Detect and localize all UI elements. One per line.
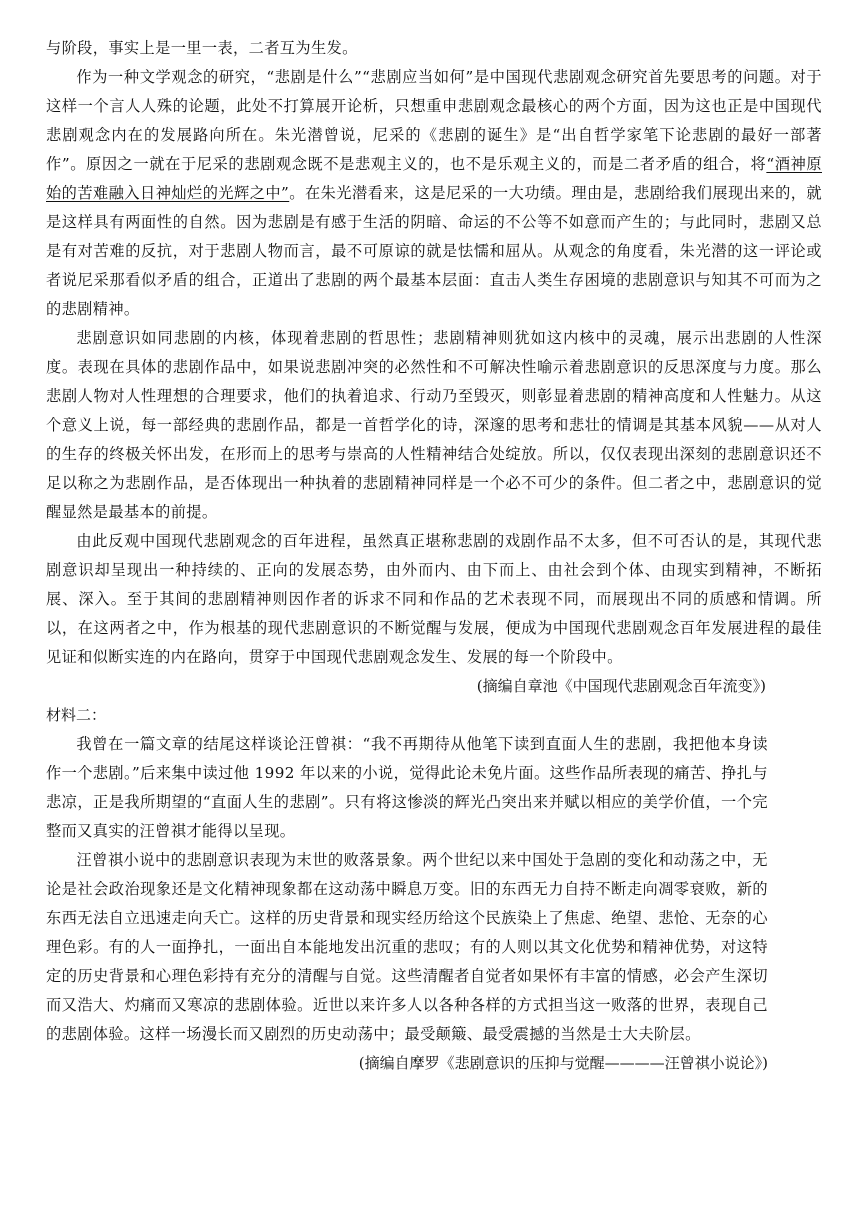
material1-continuation: 与阶段，事实上是一里一表，二者互为生发。 — [46, 39, 358, 57]
material2-body — [46, 730, 768, 1078]
material2-source: (摘编自摩罗《悲剧意识的压抑与觉醒————汪曾祺小说论》) — [358, 1054, 768, 1072]
material1-paragraph-1 — [46, 63, 822, 324]
material2-heading: 材料二： — [46, 706, 107, 724]
underlined-quote: “酒神原始的苦难融入日神灿烂的光辉之中” — [46, 155, 822, 202]
material2-paragraph-1: 我曾在一篇文章的结尾这样谈论汪曾祺：“我不再期待从他笔下读到直面人生的悲剧，我把他本身读作一个悲剧。”后来集中读过他 1992 年以来的小说，觉得此论未免片面。这些作品所表现的痛苦、挣扎与悲凉，正是我所期望的“直面人生的悲剧”。只有将这惨淡的辉光凸突出来并赋以相应的美学价值，一个完整而又真实的汪曾祺才能得以呈现。 — [46, 735, 768, 840]
document-page — [46, 34, 822, 1078]
material1-source: (摘编自章池《中国现代悲剧观念百年流变》) — [476, 677, 766, 695]
material2-paragraph-2: 汪曾祺小说中的悲剧意识表现为末世的败落景象。两个世纪以来中国处于急剧的变化和动荡之中，无论是社会政治现象还是文化精神现象都在这动荡中瞬息万变。旧的东西无力自持不断走向凋零衰败，新的东西无法自立迅速走向夭亡。这样的历史背景和现实经历给这个民族染上了焦虑、绝望、悲怆、无奈的心理色彩。有的人一面挣扎，一面出自本能地发出沉重的悲叹；有的人则以其文化优势和精神优势，对这特定的历史背景和心理色彩持有充分的清醒与自觉。这些清醒者自觉者如果怀有丰富的情感，必会产生深切而又浩大、灼痛而又寒凉的悲剧体验。近世以来许多人以各种各样的方式担当这一败落的世界，表现自己的悲剧体验。这样一场漫长而又剧烈的历史动荡中；最受颠簸、最受震撼的当然是士大夫阶层。 — [46, 851, 768, 1043]
material1-paragraph-1-text-b: 。在朱光潜看来，这是尼采的一大功绩。理由是，悲剧给我们展现出来的，就是这样具有两面性的自然。因为悲剧是有感于生活的阴暗、命运的不公等不如意而产生的；与此同时，悲剧又总是有对苦难的反抗，对于悲剧人物而言，最不可原谅的就是怯懦和屈从。从观念的角度看，朱光潜的这一评论或者说尼采那看似矛盾的组合，正道出了悲剧的两个最基本层面：直击人类生存困境的悲剧意识与知其不可而为之的悲剧精神。 — [46, 184, 822, 318]
material1-paragraph-3: 由此反观中国现代悲剧观念的百年进程，虽然真正堪称悲剧的戏剧作品不太多，但不可否认的是，其现代悲剧意识却呈现出一种持续的、正向的发展态势，由外而内、由下而上、由社会到个体、由现实到精神，不断拓展、深入。至于其间的悲剧精神则因作者的诉求不同和作品的艺术表现不同，而展现出不同的质感和情调。所以，在这两者之中，作为根基的现代悲剧意识的不断觉醒与发展，便成为中国现代悲剧观念百年发展进程的最佳见证和似断实连的内在路向，贯穿于中国现代悲剧观念发生、发展的每一个阶段中。 — [46, 532, 822, 666]
material1-paragraph-1-text-a: 作为一种文学观念的研究，“悲剧是什么”“悲剧应当如何”是中国现代悲剧观念研究首先要思考的问题。对于这样一个言人人殊的论题，此处不打算展开论析，只想重申悲剧观念最核心的两个方面，因为这也正是中国现代悲剧观念内在的发展路向所在。朱光潜曾说，尼采的《悲剧的诞生》是“出自哲学家笔下论悲剧的最好一部著作”。原因之一就在于尼采的悲剧观念既不是悲观主义的，也不是乐观主义的，而是二者矛盾的组合，将 — [46, 68, 822, 173]
material1-paragraph-2: 悲剧意识如同悲剧的内核，体现着悲剧的哲思性；悲剧精神则犹如这内核中的灵魂，展示出悲剧的人性深度。表现在具体的悲剧作品中，如果说悲剧冲突的必然性和不可解决性喻示着悲剧意识的反思深度与力度。那么悲剧人物对人性理想的合理要求，他们的执着追求、行动乃至毁灭，则彰显着悲剧的精神高度和人性魅力。从这个意义上说，每一部经典的悲剧作品，都是一首哲学化的诗，深邃的思考和悲壮的情调是其基本风貌——从对人的生存的终极关怀出发，在形而上的思考与崇高的人性精神结合处绽放。所以，仅仅表现出深刻的悲剧意识还不足以称之为悲剧作品，是否体现出一种执着的悲剧精神同样是一个必不可少的条件。但二者之中，悲剧意识的觉醒显然是最基本的前提。 — [46, 329, 822, 521]
